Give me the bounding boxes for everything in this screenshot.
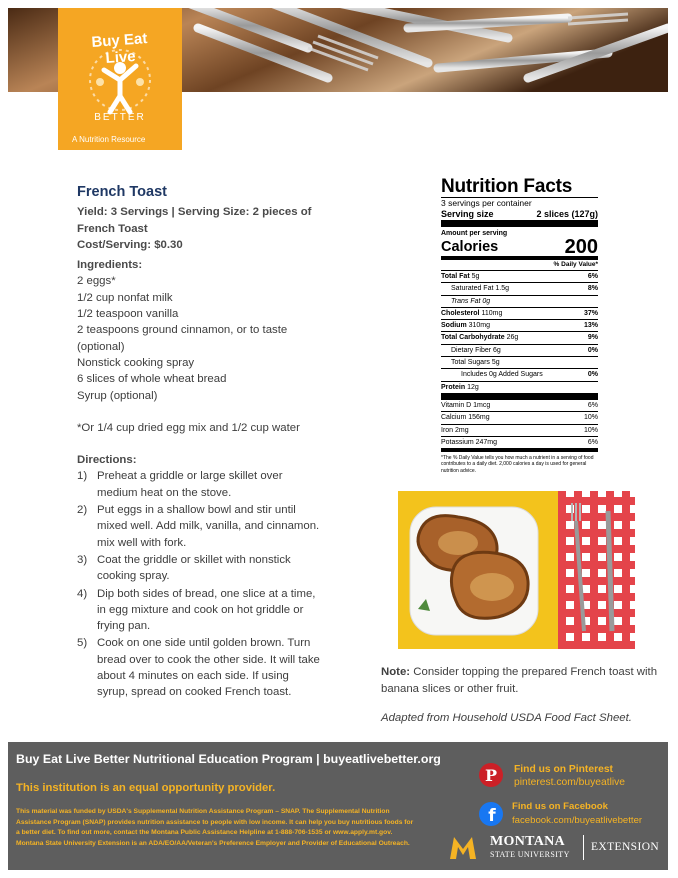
recipe-yield: Yield: 3 Servings | Serving Size: 2 pieces of French Toast: [77, 206, 312, 235]
daily-value-header: % Daily Value*: [441, 260, 598, 271]
nutrient-dv: 0%: [587, 371, 598, 379]
nutrient-row: [441, 332, 598, 344]
nutrient-dv: 6%: [587, 273, 598, 280]
ingredient-item: 2 eggs*: [77, 275, 116, 288]
recipe-column: [77, 184, 322, 702]
nutrient-name-bold: Total Carbohydrate: [441, 334, 505, 342]
facebook-link[interactable]: facebook.com/buyeatlivebetter: [512, 815, 643, 826]
calories-row: [441, 238, 598, 260]
nutrient-amount: Total Sugars 5g: [451, 359, 500, 367]
serving-size-label: Serving size: [441, 209, 494, 219]
nutrient-name-bold: Total Fat: [441, 273, 470, 280]
pinterest-heading: Find us on Pinterest: [514, 764, 613, 775]
nutrient-row: [441, 369, 598, 381]
step-number: 3): [77, 553, 88, 566]
pinterest-icon[interactable]: [479, 763, 503, 787]
vitamin-dv: 10%: [583, 414, 598, 422]
nutrient-amount: Includes 0g Added Sugars: [461, 371, 543, 379]
direction-step: [77, 502, 322, 551]
serving-note: [381, 664, 661, 697]
note-text: Consider topping the prepared French toast with banana slices or other fruit.: [381, 666, 658, 695]
ingredient-item: 2 teaspoons ground cinnamon, or to taste (optional): [77, 324, 288, 353]
ingredient-item: 1/2 teaspoon vanilla: [77, 308, 179, 321]
ingredients-heading: Ingredients:: [77, 259, 143, 272]
nutrient-dv: 9%: [587, 334, 598, 342]
svg-text:P: P: [484, 766, 498, 785]
extension-label: EXTENSION: [591, 841, 660, 853]
nutrient-dv: 0%: [587, 346, 598, 354]
step-text: Preheat a griddle or large skillet over medium heat on the stove.: [97, 470, 283, 499]
vitamin-row: [441, 400, 598, 412]
serving-size-value: 2 slices (127g): [536, 209, 598, 219]
nutrient-row: [441, 357, 598, 369]
vitamin-row: [441, 412, 598, 424]
nutrition-facts-label: [441, 177, 598, 474]
directions-heading: Directions:: [77, 454, 137, 467]
step-number: 2): [77, 504, 88, 517]
nutrient-row: [441, 345, 598, 357]
step-text: Dip both sides of bread, one slice at a time, in egg mixture and cook on hot griddle or frying pan.: [97, 587, 316, 633]
source-attribution: Adapted from Household USDA Food Fact Sheet.: [381, 712, 632, 724]
program-link[interactable]: Buy Eat Live Better Nutritional Education Program | buyeatlivebetter.org: [16, 752, 441, 766]
ingredient-item: Syrup (optional): [77, 389, 158, 402]
direction-step: [77, 552, 322, 585]
step-text: Cook on one side until golden brown. Turn bread over to cook the other side. It will take about 4 minutes on each side. If using syrup, spread on cooked French toast.: [97, 637, 320, 699]
nutrient-row: [441, 320, 598, 332]
calories-value: 200: [564, 236, 598, 258]
step-text: Coat the griddle or skillet with nonstick cooking spray.: [97, 553, 291, 583]
vitamin-row: [441, 437, 598, 452]
vitamin-amount: Potassium 247mg: [441, 438, 498, 446]
step-text: Put eggs in a shallow bowl and stir until mixed well. Add milk, vanilla, and cinnamon. mix well with fork.: [97, 504, 320, 549]
pinterest-link[interactable]: pinterest.com/buyeatlive: [514, 777, 626, 788]
egg-substitute-note: *Or 1/4 cup dried egg mix and 1/2 cup water: [77, 421, 300, 434]
french-toast-image: [398, 491, 635, 649]
note-label: Note:: [381, 666, 411, 678]
buy-eat-live-better-logo: [58, 8, 182, 150]
nutrient-amount: Trans Fat 0g: [451, 297, 491, 305]
nutrient-dv: 13%: [583, 322, 598, 330]
french-toast-photo: [398, 491, 635, 649]
step-number: 1): [77, 470, 88, 483]
facebook-icon[interactable]: [479, 802, 503, 826]
divider: [583, 835, 584, 860]
nutrient-name-bold: Protein: [441, 383, 466, 391]
calories-label: Calories: [441, 239, 499, 255]
nutrient-amount: Dietary Fiber 6g: [451, 346, 501, 354]
ingredient-item: 6 slices of whole wheat bread: [77, 373, 227, 386]
footer: [8, 742, 668, 870]
vitamin-amount: Iron 2mg: [441, 426, 469, 434]
logo-subtitle: A Nutrition Resource: [72, 135, 146, 144]
nutrient-name-bold: Cholesterol: [441, 309, 480, 317]
nutrient-amount: 5g: [469, 273, 480, 280]
step-number: 5): [77, 637, 88, 650]
nutrient-row: [441, 283, 598, 295]
ingredient-item: 1/2 cup nonfat milk: [77, 291, 173, 304]
nutrient-row: [441, 271, 598, 283]
nutrient-name-bold: Sodium: [441, 322, 467, 330]
nutrient-amount: 12g: [465, 383, 479, 391]
ingredient-item: Nonstick cooking spray: [77, 356, 195, 369]
nutrition-footnote: *The % Daily Value tells you how much a nutrient in a serving of food contributes to a daily diet. 2,000 calories a day is used for general nutrition advice.: [441, 455, 594, 474]
servings-per-container: 3 servings per container: [441, 198, 532, 208]
equal-opportunity-statement: This institution is an equal opportunity provider.: [16, 782, 276, 794]
nutrient-row: [441, 296, 598, 308]
logo-text-bottom: BETTER: [94, 112, 146, 123]
nutrient-amount: 26g: [504, 334, 519, 342]
nutrition-facts-title: Nutrition Facts: [441, 177, 598, 198]
vitamin-amount: Vitamin D 1mcg: [441, 401, 491, 409]
msu-logo-icon: [448, 833, 478, 861]
nutrient-amount: Saturated Fat 1.5g: [451, 285, 509, 293]
nutrient-row: [441, 382, 598, 400]
nutrient-dv: 37%: [583, 309, 598, 317]
vitamin-row: [441, 425, 598, 437]
serving-size-row: [441, 209, 598, 227]
svg-text:f: f: [488, 806, 496, 826]
amount-per-serving: Amount per serving: [441, 230, 508, 237]
direction-step: [77, 586, 322, 635]
vitamin-amount: Calcium 156mg: [441, 414, 490, 422]
nutrient-dv: 8%: [587, 285, 598, 293]
directions-list: [77, 468, 322, 700]
logo-graphic: [58, 8, 182, 150]
recipe-title: French Toast: [77, 184, 167, 200]
facebook-heading: Find us on Facebook: [512, 801, 608, 812]
vitamin-dv: 6%: [587, 438, 598, 446]
logo-text-top: Buy Eat Live: [90, 30, 148, 68]
step-number: 4): [77, 587, 88, 600]
funding-statement: This material was funded by USDA's Supplemental Nutrition Assistance Program – SNAP. The Supplemental Nutrition Assistance Program (SNAP) provides nutrition assistance to people with low income. It can help you buy nutritious foods for a better diet. To find out more, contact the Montana Public Assistance Helpline at 1-888-706-1535 or www.apply.mt.gov. Montana State University Extension is an ADA/EO/AA/Veteran's Preference Employer and Provider of Educational Outreach.: [16, 808, 414, 847]
nutrient-amount: 310mg: [466, 322, 491, 330]
direction-step: [77, 635, 322, 700]
nutrient-amount: 110mg: [479, 309, 503, 317]
nutrient-row: [441, 308, 598, 320]
vitamin-dv: 10%: [583, 426, 598, 434]
direction-step: [77, 468, 322, 501]
msu-subname: STATE UNIVERSITY: [490, 850, 570, 859]
vitamin-dv: 6%: [587, 401, 598, 409]
msu-name: MONTANA: [490, 834, 565, 849]
recipe-cost: Cost/Serving: $0.30: [77, 238, 183, 251]
